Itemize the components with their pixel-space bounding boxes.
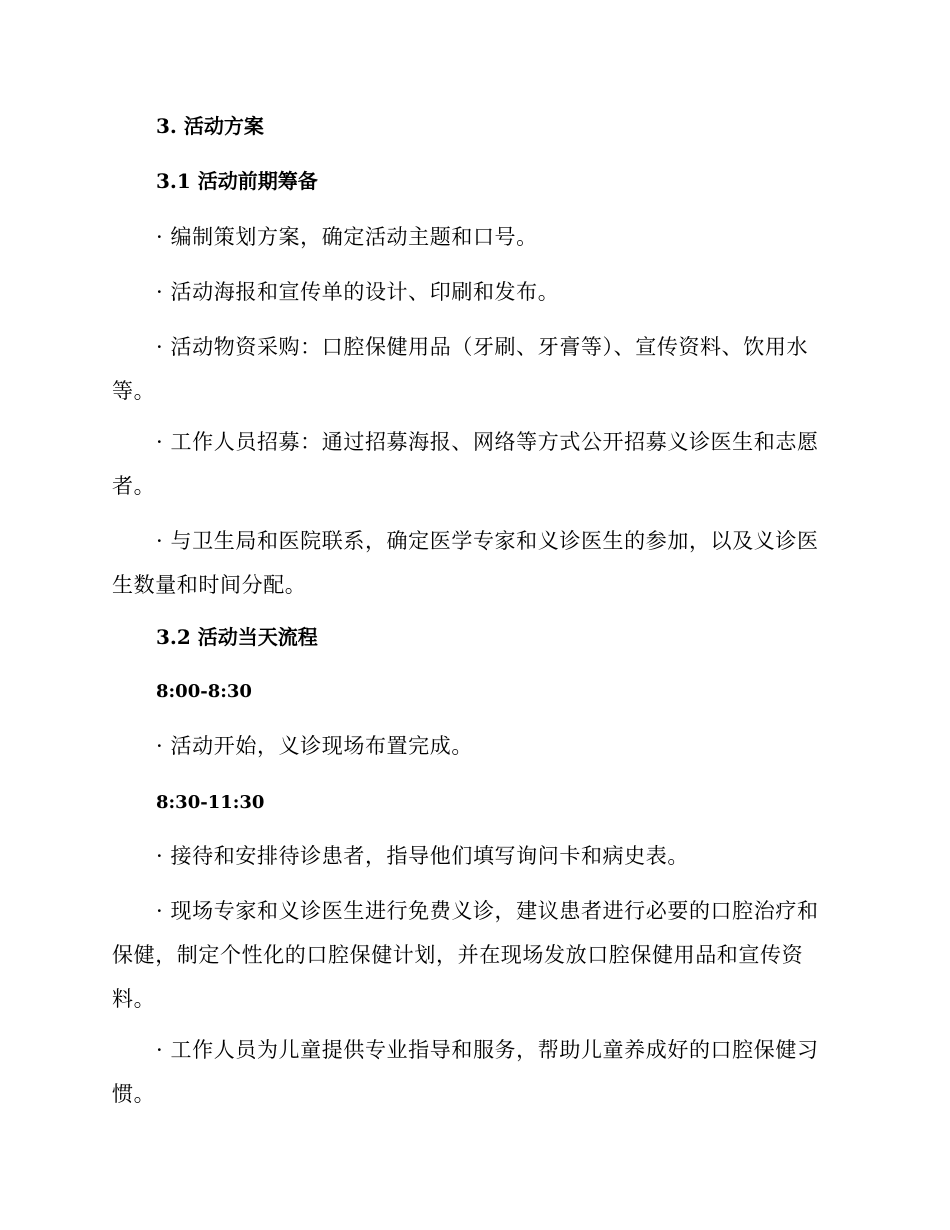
time-slot-2: 8:30-11:30: [156, 792, 265, 813]
slot1-item-1: · 活动开始，义诊现场布置完成。: [156, 734, 473, 758]
section-3-2-heading: 3.2 活动当天流程: [156, 625, 318, 649]
prep-item-3: · 活动物资采购：口腔保健用品（牙刷、牙膏等）、宣传资料、饮用水等。: [112, 335, 809, 403]
prep-item-5: · 与卫生局和医院联系，确定医学专家和义诊医生的参加，以及义诊医生数量和时间分配。: [112, 529, 819, 597]
slot2-item-2: · 现场专家和义诊医生进行免费义诊，建议患者进行必要的口腔治疗和保健，制定个性化的口腔保健计划，并在现场发放口腔保健用品和宣传资料。: [112, 899, 819, 1011]
slot2-item-1: · 接待和安排待诊患者，指导他们填写询问卡和病史表。: [156, 844, 689, 868]
slot2-item-3: · 工作人员为儿童提供专业指导和服务，帮助儿童养成好的口腔保健习惯。: [112, 1038, 819, 1106]
time-slot-1: 8:00-8:30: [156, 681, 252, 702]
section-3-1-heading: 3.1 活动前期筹备: [156, 169, 318, 193]
prep-item-2: · 活动海报和宣传单的设计、印刷和发布。: [156, 280, 560, 304]
prep-item-4: · 工作人员招募：通过招募海报、网络等方式公开招募义诊医生和志愿者。: [112, 430, 819, 498]
prep-item-1: · 编制策划方案，确定活动主题和口号。: [156, 225, 538, 249]
section-3-heading: 3. 活动方案: [156, 114, 264, 138]
